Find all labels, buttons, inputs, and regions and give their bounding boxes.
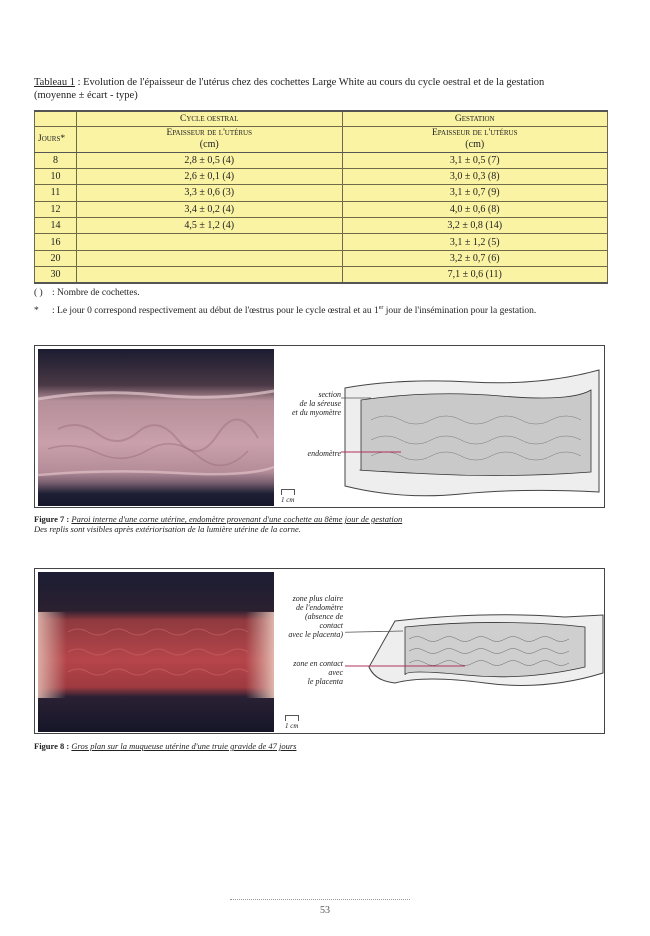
figure-7-scale-label: 1 cm — [281, 496, 295, 504]
header-epaisseur-cycle-line1: Epaisseur de l'utérus — [166, 128, 253, 138]
cell-jour: 30 — [35, 267, 77, 283]
cell-cycle — [77, 234, 343, 250]
figure-7-caption — [34, 514, 402, 534]
figure-8-scale-label: 1 cm — [285, 722, 299, 730]
figure-8-label-zone-contact — [271, 659, 343, 686]
fig8-zone1-line1: zone plus claire — [292, 594, 343, 603]
fig8-zone1-line3: (absence de — [305, 612, 343, 621]
figure-7-box — [34, 345, 605, 508]
cell-cycle — [77, 267, 343, 283]
figure-7-caption-label: Figure 7 : — [34, 514, 70, 524]
note-day0-text-b: jour de l'insémination pour la gestation. — [383, 306, 537, 317]
figure-8-caption — [34, 741, 296, 751]
figure-8-box — [34, 568, 605, 734]
header-empty-cell — [35, 111, 77, 126]
header-epaisseur-gest-line2: (cm) — [465, 139, 485, 150]
cell-gestation: 3,2 ± 0,8 (14) — [342, 218, 608, 234]
cell-cycle: 2,6 ± 0,1 (4) — [77, 168, 343, 184]
cell-cycle: 2,8 ± 0,5 (4) — [77, 152, 343, 168]
cell-jour: 10 — [35, 168, 77, 184]
cell-gestation: 3,1 ± 1,2 (5) — [342, 234, 608, 250]
cell-gestation: 3,0 ± 0,3 (8) — [342, 168, 608, 184]
header-gestation: Gestation — [342, 111, 608, 126]
page-number: 53 — [320, 905, 330, 916]
table-row — [35, 185, 608, 201]
table-row — [35, 234, 608, 250]
figure-8-scale — [285, 715, 299, 730]
cell-gestation: 7,1 ± 0,6 (11) — [342, 267, 608, 283]
table-notes — [34, 286, 536, 319]
note-count-symbol: ( ) — [34, 288, 43, 298]
table-row — [35, 267, 608, 283]
fig8-zone2-line3: le placenta — [307, 677, 343, 686]
cell-gestation: 3,1 ± 0,5 (7) — [342, 152, 608, 168]
fig8-zone1-line5: avec le placenta) — [288, 630, 343, 639]
fig8-zone1-line2: de l'endomètre — [296, 603, 343, 612]
fig8-zone2-line1: zone en contact — [293, 659, 343, 668]
figure-8-caption-title: Gros plan sur la muqueuse utérine d'une truie gravide de 47 jours — [71, 741, 297, 751]
cell-jour: 14 — [35, 218, 77, 234]
figure-8-caption-label: Figure 8 : — [34, 741, 70, 751]
cell-jour: 16 — [35, 234, 77, 250]
fig7-section-line2: de la séreuse — [299, 399, 341, 408]
note-count-text: : Nombre de cochettes. — [52, 288, 140, 298]
note-day0-text-a: : Le jour 0 correspond respectivement au début de l'œstrus pour le cycle œstral et au 1 — [52, 306, 379, 317]
cell-jour: 20 — [35, 250, 77, 266]
figure-7-scale-bar — [281, 489, 295, 495]
note-day0-sup: er — [378, 305, 384, 311]
cell-jour: 12 — [35, 201, 77, 217]
table-row — [35, 168, 608, 184]
figure-8-scale-bar — [285, 715, 299, 721]
cell-cycle: 3,3 ± 0,6 (3) — [77, 185, 343, 201]
table-caption-label: Tableau 1 — [34, 77, 75, 88]
cell-cycle — [77, 250, 343, 266]
header-epaisseur-cycle-line2: (cm) — [199, 139, 219, 150]
fig8-zone1-line4: contact — [319, 621, 343, 630]
figure-7-label-section — [271, 390, 341, 417]
note-day0-symbol: * — [34, 306, 39, 317]
table-caption — [34, 76, 544, 102]
figure-7-caption-title: Paroi interne d'une corne utérine, endomètre provenant d'une cochette au 8ème jour de gestation — [71, 514, 403, 524]
header-cycle-oestral: Cycle oestral — [77, 111, 343, 126]
note-count — [34, 286, 536, 301]
header-epaisseur-cycle — [77, 126, 343, 152]
table-caption-line2: (moyenne ± écart - type) — [34, 90, 138, 101]
footer-rule — [230, 899, 410, 900]
cell-gestation: 4,0 ± 0,6 (8) — [342, 201, 608, 217]
fig7-section-line3: et du myomètre — [291, 408, 341, 417]
fig7-section-line1: section — [318, 390, 341, 399]
header-epaisseur-gest — [342, 126, 608, 152]
table-row — [35, 152, 608, 168]
note-day0 — [34, 301, 536, 319]
figure-7-photo — [38, 349, 274, 506]
table-row — [35, 218, 608, 234]
figure-8-label-zone-claire — [271, 594, 343, 639]
fig8-zone2-line2: avec — [328, 668, 343, 677]
cell-cycle: 3,4 ± 0,2 (4) — [77, 201, 343, 217]
header-epaisseur-gest-line1: Epaisseur de l'utérus — [431, 128, 518, 138]
table-row — [35, 201, 608, 217]
table-caption-text: : Evolution de l'épaisseur de l'utérus chez des cochettes Large White au cours du cycle oestral et de la gestation — [74, 77, 545, 88]
cell-cycle: 4,5 ± 1,2 (4) — [77, 218, 343, 234]
table-row — [35, 250, 608, 266]
cell-jour: 8 — [35, 152, 77, 168]
figure-7-label-endometre: endomètre — [307, 449, 341, 458]
thickness-table — [34, 110, 608, 284]
figure-7-drawing — [341, 360, 603, 500]
figure-8-photo — [38, 572, 274, 732]
cell-gestation: 3,1 ± 0,7 (9) — [342, 185, 608, 201]
figure-7-scale — [281, 489, 295, 504]
cell-gestation: 3,2 ± 0,7 (6) — [342, 250, 608, 266]
cell-jour: 11 — [35, 185, 77, 201]
table-body — [35, 152, 608, 283]
header-jours: Jours* — [35, 126, 77, 152]
figure-7-caption-subtitle: Des replis sont visibles après extériorisation de la lumière utérine de la corne. — [34, 524, 301, 534]
figure-8-drawing — [345, 603, 605, 703]
